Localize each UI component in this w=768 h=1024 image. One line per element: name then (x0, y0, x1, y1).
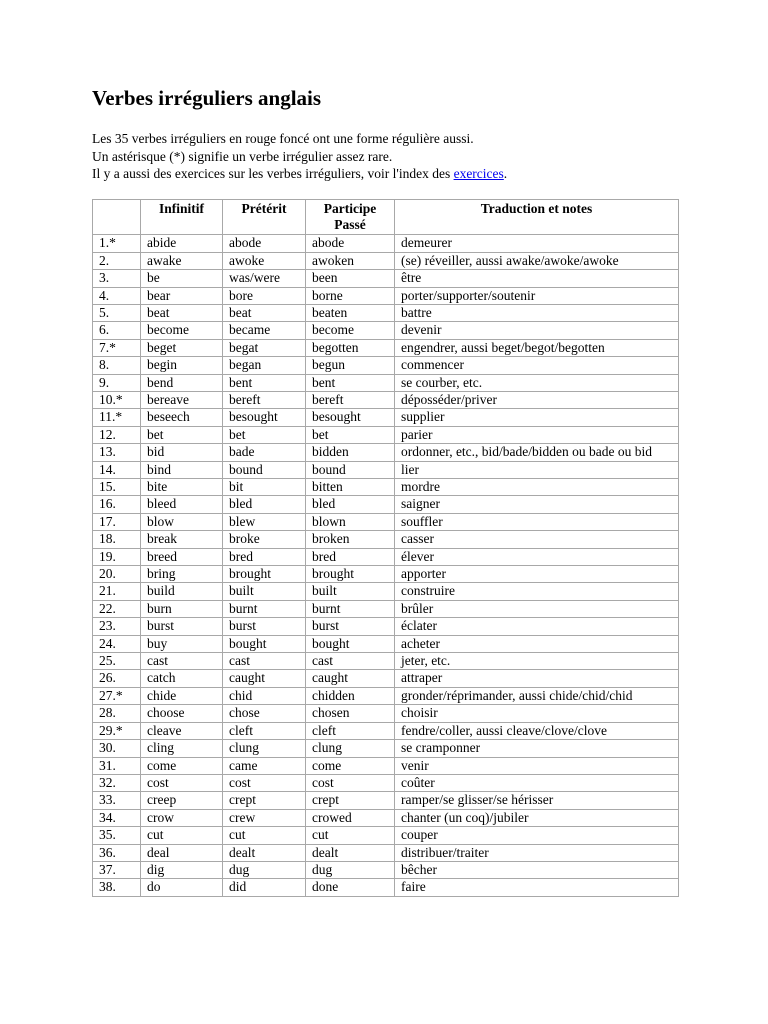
header-preterite: Prétérit (223, 199, 306, 235)
cell-translation: apporter (395, 566, 679, 583)
cell-past-participle: come (306, 757, 395, 774)
table-row (93, 566, 679, 583)
cell-preterite: cost (223, 774, 306, 791)
cell-translation: commencer (395, 357, 679, 374)
cell-preterite: brought (223, 566, 306, 583)
cell-number: 30. (93, 740, 141, 757)
table-row (93, 618, 679, 635)
table-row (93, 426, 679, 443)
cell-past-participle: become (306, 322, 395, 339)
cell-preterite: begat (223, 339, 306, 356)
cell-number: 25. (93, 653, 141, 670)
cell-infinitive: catch (141, 670, 223, 687)
cell-infinitive: buy (141, 635, 223, 652)
cell-translation: être (395, 270, 679, 287)
cell-infinitive: chide (141, 687, 223, 704)
table-row (93, 653, 679, 670)
cell-number: 5. (93, 304, 141, 321)
cell-infinitive: bind (141, 461, 223, 478)
table-row (93, 861, 679, 878)
cell-number: 4. (93, 287, 141, 304)
cell-number: 26. (93, 670, 141, 687)
cell-number: 10.* (93, 391, 141, 408)
cell-infinitive: break (141, 531, 223, 548)
cell-infinitive: beget (141, 339, 223, 356)
cell-infinitive: creep (141, 792, 223, 809)
table-row (93, 583, 679, 600)
table-row (93, 600, 679, 617)
cell-past-participle: done (306, 879, 395, 896)
table-row (93, 391, 679, 408)
cell-infinitive: build (141, 583, 223, 600)
cell-past-participle: bidden (306, 444, 395, 461)
cell-infinitive: awake (141, 252, 223, 269)
intro-line-3-end: . (503, 166, 508, 181)
cell-preterite: burst (223, 618, 306, 635)
cell-number: 32. (93, 774, 141, 791)
cell-preterite: bought (223, 635, 306, 652)
intro-line-3-text: Il y a aussi des exercices sur les verbes irréguliers, voir l'index des (92, 166, 454, 181)
cell-translation: déposséder/priver (395, 391, 679, 408)
table-row (93, 479, 679, 496)
cell-translation: mordre (395, 479, 679, 496)
cell-number: 22. (93, 600, 141, 617)
cell-past-participle: bought (306, 635, 395, 652)
cell-infinitive: beat (141, 304, 223, 321)
cell-translation: choisir (395, 705, 679, 722)
cell-past-participle: bound (306, 461, 395, 478)
cell-number: 17. (93, 513, 141, 530)
cell-past-participle: caught (306, 670, 395, 687)
cell-infinitive: bear (141, 287, 223, 304)
cell-preterite: beat (223, 304, 306, 321)
cell-preterite: crept (223, 792, 306, 809)
cell-translation: lier (395, 461, 679, 478)
cell-preterite: abode (223, 235, 306, 252)
cell-translation: parier (395, 426, 679, 443)
cell-translation: demeurer (395, 235, 679, 252)
cell-past-participle: crept (306, 792, 395, 809)
cell-number: 38. (93, 879, 141, 896)
cell-number: 29.* (93, 722, 141, 739)
cell-past-participle: bereft (306, 391, 395, 408)
cell-infinitive: cost (141, 774, 223, 791)
intro-line-1: Les 35 verbes irréguliers en rouge foncé ont une forme régulière aussi. (92, 131, 474, 146)
header-translation: Traduction et notes (395, 199, 679, 235)
cell-translation: se cramponner (395, 740, 679, 757)
cell-translation: attraper (395, 670, 679, 687)
cell-preterite: bade (223, 444, 306, 461)
cell-number: 2. (93, 252, 141, 269)
table-row (93, 774, 679, 791)
cell-preterite: bred (223, 548, 306, 565)
cell-past-participle: cast (306, 653, 395, 670)
cell-preterite: began (223, 357, 306, 374)
table-row (93, 670, 679, 687)
table-row (93, 792, 679, 809)
cell-preterite: crew (223, 809, 306, 826)
cell-infinitive: bereave (141, 391, 223, 408)
cell-translation: élever (395, 548, 679, 565)
cell-past-participle: chidden (306, 687, 395, 704)
cell-past-participle: broken (306, 531, 395, 548)
cell-infinitive: deal (141, 844, 223, 861)
cell-translation: souffler (395, 513, 679, 530)
cell-number: 34. (93, 809, 141, 826)
cell-past-participle: cleft (306, 722, 395, 739)
table-row (93, 287, 679, 304)
exercises-link[interactable]: exercices (453, 166, 504, 181)
cell-number: 35. (93, 827, 141, 844)
cell-preterite: bereft (223, 391, 306, 408)
table-row (93, 809, 679, 826)
cell-preterite: bet (223, 426, 306, 443)
cell-preterite: bled (223, 496, 306, 513)
cell-infinitive: dig (141, 861, 223, 878)
cell-preterite: cleft (223, 722, 306, 739)
cell-infinitive: cleave (141, 722, 223, 739)
cell-translation: couper (395, 827, 679, 844)
cell-infinitive: burst (141, 618, 223, 635)
cell-number: 36. (93, 844, 141, 861)
cell-number: 6. (93, 322, 141, 339)
table-row (93, 513, 679, 530)
page-title: Verbes irréguliers anglais (92, 86, 322, 110)
cell-infinitive: burn (141, 600, 223, 617)
cell-preterite: dug (223, 861, 306, 878)
cell-number: 16. (93, 496, 141, 513)
cell-past-participle: abode (306, 235, 395, 252)
cell-preterite: bore (223, 287, 306, 304)
cell-translation: jeter, etc. (395, 653, 679, 670)
table-body (93, 235, 679, 896)
cell-past-participle: cut (306, 827, 395, 844)
cell-past-participle: blown (306, 513, 395, 530)
cell-preterite: was/were (223, 270, 306, 287)
cell-translation: construire (395, 583, 679, 600)
table-row (93, 548, 679, 565)
cell-preterite: dealt (223, 844, 306, 861)
cell-translation: brûler (395, 600, 679, 617)
cell-translation: chanter (un coq)/jubiler (395, 809, 679, 826)
cell-preterite: broke (223, 531, 306, 548)
cell-translation: supplier (395, 409, 679, 426)
cell-translation: (se) réveiller, aussi awake/awoke/awoke (395, 252, 679, 269)
cell-preterite: awoke (223, 252, 306, 269)
table-row (93, 304, 679, 321)
table-row (93, 827, 679, 844)
cell-infinitive: cut (141, 827, 223, 844)
cell-infinitive: beseech (141, 409, 223, 426)
cell-past-participle: bled (306, 496, 395, 513)
table-row (93, 687, 679, 704)
cell-infinitive: bid (141, 444, 223, 461)
cell-translation: fendre/coller, aussi cleave/clove/clove (395, 722, 679, 739)
cell-translation: battre (395, 304, 679, 321)
cell-past-participle: been (306, 270, 395, 287)
cell-number: 37. (93, 861, 141, 878)
table-row (93, 339, 679, 356)
cell-past-participle: bitten (306, 479, 395, 496)
cell-preterite: clung (223, 740, 306, 757)
cell-past-participle: bent (306, 374, 395, 391)
table-row (93, 722, 679, 739)
table-row (93, 705, 679, 722)
cell-number: 9. (93, 374, 141, 391)
cell-infinitive: begin (141, 357, 223, 374)
cell-translation: faire (395, 879, 679, 896)
cell-translation: éclater (395, 618, 679, 635)
cell-number: 11.* (93, 409, 141, 426)
cell-infinitive: cling (141, 740, 223, 757)
cell-past-participle: begotten (306, 339, 395, 356)
document-page (92, 84, 680, 897)
cell-translation: ramper/se glisser/se hérisser (395, 792, 679, 809)
table-row (93, 496, 679, 513)
cell-infinitive: come (141, 757, 223, 774)
cell-infinitive: bleed (141, 496, 223, 513)
table-row (93, 757, 679, 774)
cell-preterite: chid (223, 687, 306, 704)
cell-number: 18. (93, 531, 141, 548)
cell-infinitive: crow (141, 809, 223, 826)
cell-translation: bêcher (395, 861, 679, 878)
cell-translation: engendrer, aussi beget/begot/begotten (395, 339, 679, 356)
table-row (93, 270, 679, 287)
cell-infinitive: be (141, 270, 223, 287)
cell-number: 12. (93, 426, 141, 443)
header-infinitive: Infinitif (141, 199, 223, 235)
cell-preterite: cast (223, 653, 306, 670)
cell-preterite: came (223, 757, 306, 774)
cell-preterite: cut (223, 827, 306, 844)
cell-preterite: bit (223, 479, 306, 496)
irregular-verbs-table (92, 199, 679, 897)
header-number (93, 199, 141, 235)
cell-number: 7.* (93, 339, 141, 356)
table-row (93, 357, 679, 374)
cell-translation: ordonner, etc., bid/bade/bidden ou bade ou bid (395, 444, 679, 461)
cell-infinitive: cast (141, 653, 223, 670)
cell-translation: distribuer/traiter (395, 844, 679, 861)
cell-translation: porter/supporter/soutenir (395, 287, 679, 304)
table-row (93, 879, 679, 896)
cell-past-participle: chosen (306, 705, 395, 722)
cell-past-participle: bet (306, 426, 395, 443)
table-row (93, 235, 679, 252)
cell-infinitive: choose (141, 705, 223, 722)
table-row (93, 635, 679, 652)
cell-past-participle: begun (306, 357, 395, 374)
cell-infinitive: bite (141, 479, 223, 496)
cell-number: 24. (93, 635, 141, 652)
cell-past-participle: burst (306, 618, 395, 635)
cell-number: 20. (93, 566, 141, 583)
cell-number: 21. (93, 583, 141, 600)
cell-number: 14. (93, 461, 141, 478)
intro-line-2: Un astérisque (*) signifie un verbe irrégulier assez rare. (92, 148, 393, 164)
cell-preterite: did (223, 879, 306, 896)
cell-past-participle: built (306, 583, 395, 600)
cell-past-participle: clung (306, 740, 395, 757)
cell-past-participle: borne (306, 287, 395, 304)
cell-infinitive: abide (141, 235, 223, 252)
cell-number: 31. (93, 757, 141, 774)
table-row (93, 409, 679, 426)
table-row (93, 374, 679, 391)
cell-translation: se courber, etc. (395, 374, 679, 391)
cell-past-participle: cost (306, 774, 395, 791)
table-row (93, 322, 679, 339)
cell-number: 3. (93, 270, 141, 287)
cell-number: 28. (93, 705, 141, 722)
cell-preterite: caught (223, 670, 306, 687)
cell-number: 1.* (93, 235, 141, 252)
cell-number: 13. (93, 444, 141, 461)
cell-infinitive: become (141, 322, 223, 339)
cell-past-participle: beaten (306, 304, 395, 321)
cell-translation: casser (395, 531, 679, 548)
cell-infinitive: bet (141, 426, 223, 443)
cell-infinitive: blow (141, 513, 223, 530)
cell-past-participle: besought (306, 409, 395, 426)
header-past-participle: Participe Passé (306, 199, 395, 235)
cell-past-participle: crowed (306, 809, 395, 826)
cell-preterite: bound (223, 461, 306, 478)
cell-past-participle: dealt (306, 844, 395, 861)
cell-infinitive: bring (141, 566, 223, 583)
table-row (93, 844, 679, 861)
cell-past-participle: dug (306, 861, 395, 878)
cell-infinitive: bend (141, 374, 223, 391)
intro-line-3 (92, 165, 680, 183)
cell-number: 33. (93, 792, 141, 809)
cell-preterite: burnt (223, 600, 306, 617)
cell-preterite: chose (223, 705, 306, 722)
cell-number: 8. (93, 357, 141, 374)
cell-preterite: bent (223, 374, 306, 391)
table-row (93, 740, 679, 757)
cell-infinitive: do (141, 879, 223, 896)
cell-preterite: built (223, 583, 306, 600)
cell-infinitive: breed (141, 548, 223, 565)
cell-past-participle: brought (306, 566, 395, 583)
cell-translation: venir (395, 757, 679, 774)
cell-past-participle: burnt (306, 600, 395, 617)
cell-translation: acheter (395, 635, 679, 652)
cell-number: 27.* (93, 687, 141, 704)
cell-number: 19. (93, 548, 141, 565)
cell-translation: gronder/réprimander, aussi chide/chid/chid (395, 687, 679, 704)
cell-translation: saigner (395, 496, 679, 513)
cell-preterite: blew (223, 513, 306, 530)
intro-text (92, 130, 680, 183)
cell-translation: devenir (395, 322, 679, 339)
table-row (93, 461, 679, 478)
cell-past-participle: awoken (306, 252, 395, 269)
cell-number: 23. (93, 618, 141, 635)
cell-preterite: besought (223, 409, 306, 426)
table-row (93, 252, 679, 269)
table-header-row (93, 199, 679, 235)
cell-past-participle: bred (306, 548, 395, 565)
cell-preterite: became (223, 322, 306, 339)
table-row (93, 444, 679, 461)
cell-translation: coûter (395, 774, 679, 791)
cell-number: 15. (93, 479, 141, 496)
table-row (93, 531, 679, 548)
